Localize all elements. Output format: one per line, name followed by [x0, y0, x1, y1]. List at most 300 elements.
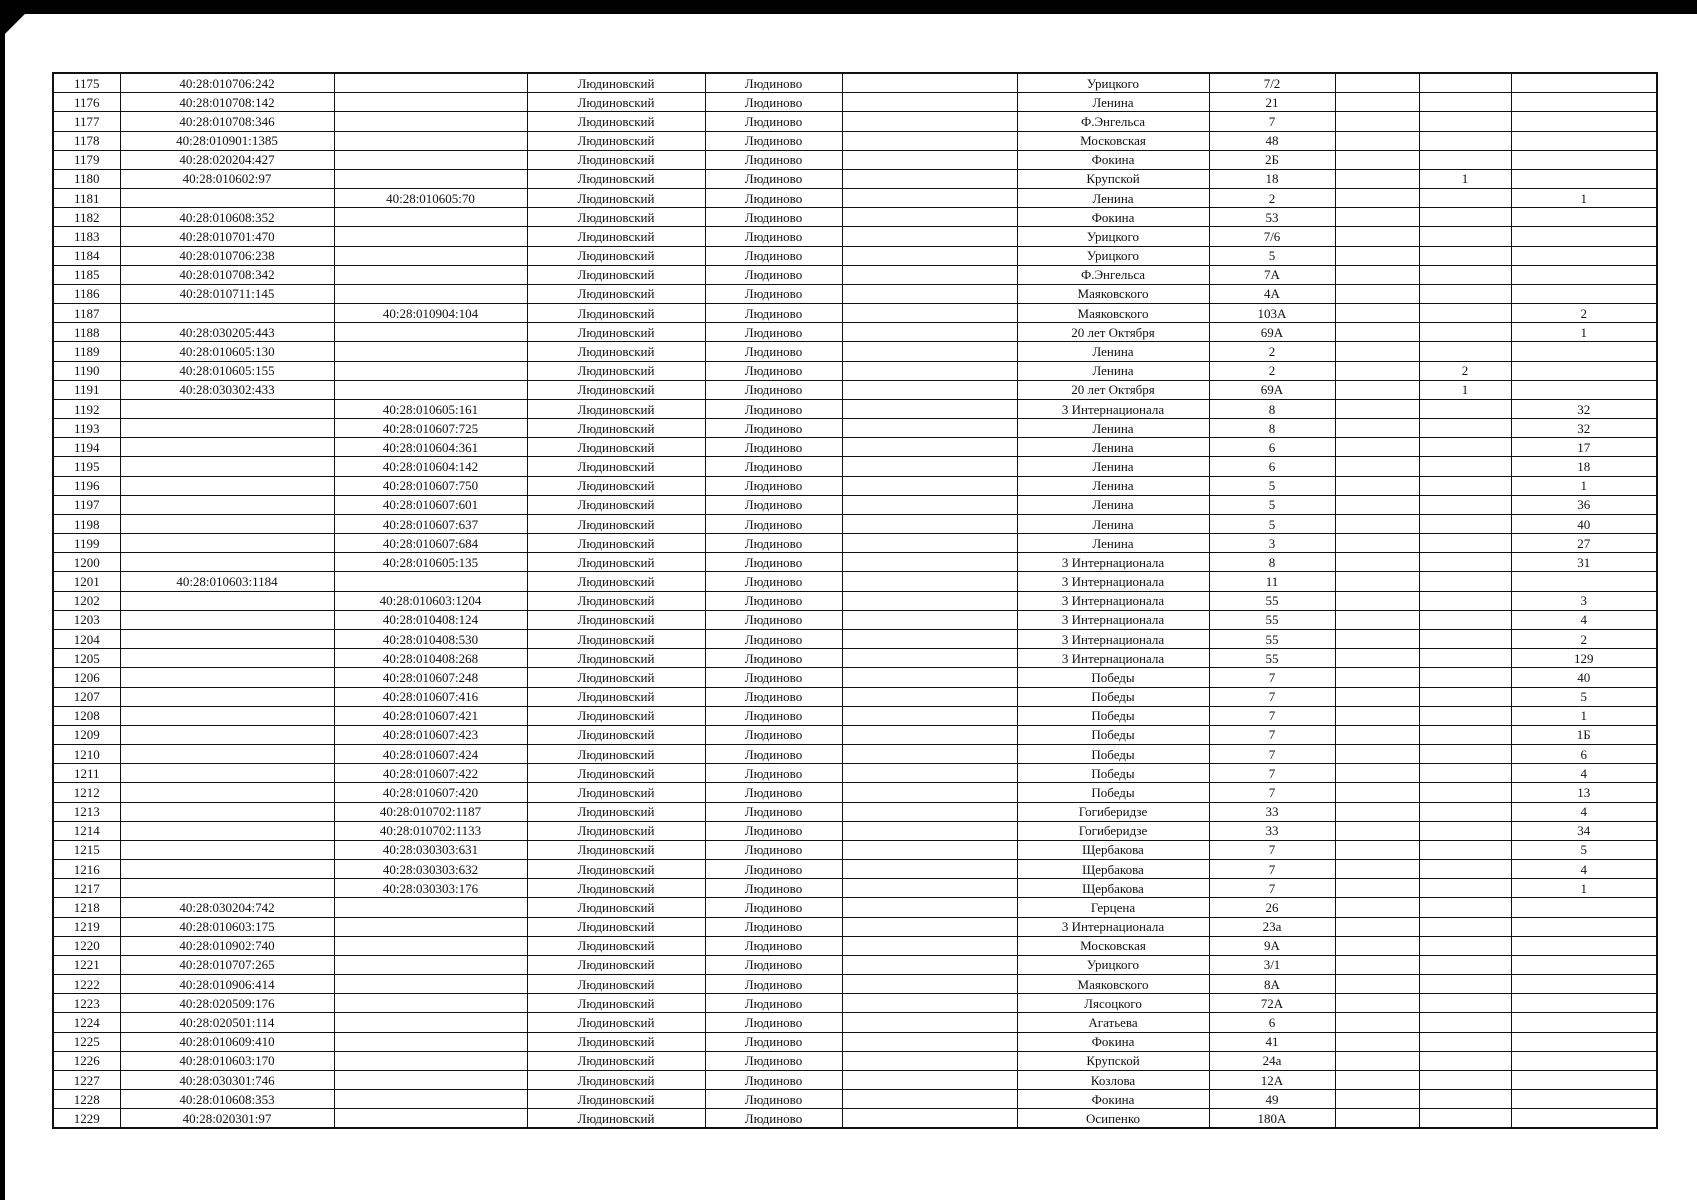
settlement-cell [842, 208, 1017, 227]
premises-cadastral-number-cell: 40:28:010604:142 [334, 457, 527, 476]
cadastral-number-cell [120, 802, 334, 821]
table-row [53, 898, 1657, 917]
cadastral-number-cell [120, 553, 334, 572]
table-row [53, 1013, 1657, 1032]
street-cell: Урицкого [1017, 73, 1209, 93]
cadastral-number-cell [120, 745, 334, 764]
cadastral-number-cell [120, 304, 334, 323]
cadastral-number-cell: 40:28:030301:746 [120, 1070, 334, 1089]
apartment-cell: 1 [1511, 706, 1657, 725]
house-number-cell: 2 [1209, 361, 1335, 380]
building-cell [1335, 917, 1419, 936]
house-number-cell: 2Б [1209, 150, 1335, 169]
town-cell: Людиново [705, 936, 842, 955]
premises-cadastral-number-cell [334, 284, 527, 303]
table-body [53, 73, 1657, 1128]
structure-cell [1419, 553, 1511, 572]
street-cell: Победы [1017, 687, 1209, 706]
row-number-cell: 1202 [53, 591, 120, 610]
settlement-cell [842, 860, 1017, 879]
town-cell: Людиново [705, 419, 842, 438]
row-number-cell: 1192 [53, 399, 120, 418]
scan-corner-shadow [0, 0, 30, 40]
house-number-cell: 2 [1209, 189, 1335, 208]
settlement-cell [842, 227, 1017, 246]
street-cell: Урицкого [1017, 955, 1209, 974]
house-number-cell: 6 [1209, 438, 1335, 457]
house-number-cell: 5 [1209, 495, 1335, 514]
table-row [53, 112, 1657, 131]
street-cell: Осипенко [1017, 1109, 1209, 1129]
premises-cadastral-number-cell [334, 1070, 527, 1089]
premises-cadastral-number-cell [334, 169, 527, 188]
premises-cadastral-number-cell: 40:28:010607:684 [334, 534, 527, 553]
table-row [53, 150, 1657, 169]
house-number-cell: 11 [1209, 572, 1335, 591]
building-cell [1335, 745, 1419, 764]
building-cell [1335, 706, 1419, 725]
table-row [53, 342, 1657, 361]
building-cell [1335, 189, 1419, 208]
cadastral-number-cell: 40:28:010603:1184 [120, 572, 334, 591]
district-cell: Людиновский [527, 706, 705, 725]
table-row [53, 591, 1657, 610]
premises-cadastral-number-cell: 40:28:010605:135 [334, 553, 527, 572]
town-cell: Людиново [705, 476, 842, 495]
house-number-cell: 33 [1209, 821, 1335, 840]
apartment-cell: 40 [1511, 514, 1657, 533]
apartment-cell [1511, 994, 1657, 1013]
street-cell: Московская [1017, 131, 1209, 150]
apartment-cell: 1 [1511, 879, 1657, 898]
row-number-cell: 1228 [53, 1090, 120, 1109]
table-row [53, 189, 1657, 208]
apartment-cell [1511, 342, 1657, 361]
premises-cadastral-number-cell [334, 265, 527, 284]
apartment-cell: 4 [1511, 764, 1657, 783]
structure-cell [1419, 994, 1511, 1013]
street-cell: Ленина [1017, 457, 1209, 476]
premises-cadastral-number-cell: 40:28:010607:601 [334, 495, 527, 514]
district-cell: Людиновский [527, 1070, 705, 1089]
structure-cell [1419, 419, 1511, 438]
town-cell: Людиново [705, 649, 842, 668]
cadastral-number-cell [120, 879, 334, 898]
apartment-cell: 32 [1511, 399, 1657, 418]
row-number-cell: 1179 [53, 150, 120, 169]
town-cell: Людиново [705, 687, 842, 706]
premises-cadastral-number-cell: 40:28:010904:104 [334, 304, 527, 323]
district-cell: Людиновский [527, 649, 705, 668]
building-cell [1335, 495, 1419, 514]
building-cell [1335, 1032, 1419, 1051]
house-number-cell: 7 [1209, 725, 1335, 744]
settlement-cell [842, 994, 1017, 1013]
town-cell: Людиново [705, 323, 842, 342]
district-cell: Людиновский [527, 93, 705, 112]
street-cell: Ленина [1017, 189, 1209, 208]
structure-cell [1419, 591, 1511, 610]
premises-cadastral-number-cell [334, 150, 527, 169]
building-cell [1335, 879, 1419, 898]
street-cell: Маяковского [1017, 284, 1209, 303]
district-cell: Людиновский [527, 591, 705, 610]
row-number-cell: 1229 [53, 1109, 120, 1129]
apartment-cell: 6 [1511, 745, 1657, 764]
premises-cadastral-number-cell: 40:28:010408:268 [334, 649, 527, 668]
settlement-cell [842, 189, 1017, 208]
cadastral-number-cell [120, 189, 334, 208]
apartment-cell: 27 [1511, 534, 1657, 553]
structure-cell [1419, 323, 1511, 342]
structure-cell: 2 [1419, 361, 1511, 380]
apartment-cell: 34 [1511, 821, 1657, 840]
house-number-cell: 7 [1209, 860, 1335, 879]
row-number-cell: 1181 [53, 189, 120, 208]
settlement-cell [842, 936, 1017, 955]
premises-cadastral-number-cell [334, 380, 527, 399]
cadastral-number-cell [120, 534, 334, 553]
building-cell [1335, 93, 1419, 112]
building-cell [1335, 265, 1419, 284]
row-number-cell: 1180 [53, 169, 120, 188]
town-cell: Людиново [705, 553, 842, 572]
structure-cell [1419, 610, 1511, 629]
district-cell: Людиновский [527, 1013, 705, 1032]
structure-cell [1419, 1070, 1511, 1089]
row-number-cell: 1198 [53, 514, 120, 533]
building-cell [1335, 342, 1419, 361]
structure-cell [1419, 150, 1511, 169]
row-number-cell: 1212 [53, 783, 120, 802]
structure-cell [1419, 821, 1511, 840]
street-cell: Ф.Энгельса [1017, 265, 1209, 284]
table-row [53, 93, 1657, 112]
row-number-cell: 1182 [53, 208, 120, 227]
street-cell: Гогиберидзе [1017, 802, 1209, 821]
district-cell: Людиновский [527, 610, 705, 629]
settlement-cell [842, 73, 1017, 93]
row-number-cell: 1190 [53, 361, 120, 380]
town-cell: Людиново [705, 361, 842, 380]
premises-cadastral-number-cell: 40:28:010702:1133 [334, 821, 527, 840]
row-number-cell: 1196 [53, 476, 120, 495]
town-cell: Людиново [705, 879, 842, 898]
street-cell: Победы [1017, 745, 1209, 764]
house-number-cell: 6 [1209, 457, 1335, 476]
street-cell: Щербакова [1017, 840, 1209, 859]
settlement-cell [842, 1109, 1017, 1129]
cadastral-number-cell: 40:28:030205:443 [120, 323, 334, 342]
district-cell: Людиновский [527, 514, 705, 533]
row-number-cell: 1223 [53, 994, 120, 1013]
building-cell [1335, 725, 1419, 744]
district-cell: Людиновский [527, 745, 705, 764]
building-cell [1335, 553, 1419, 572]
building-cell [1335, 284, 1419, 303]
street-cell: Ленина [1017, 495, 1209, 514]
table-row [53, 610, 1657, 629]
row-number-cell: 1199 [53, 534, 120, 553]
house-number-cell: 55 [1209, 649, 1335, 668]
row-number-cell: 1217 [53, 879, 120, 898]
street-cell: Гогиберидзе [1017, 821, 1209, 840]
house-number-cell: 5 [1209, 476, 1335, 495]
street-cell: 3 Интернационала [1017, 591, 1209, 610]
row-number-cell: 1207 [53, 687, 120, 706]
row-number-cell: 1206 [53, 668, 120, 687]
cadastral-number-cell [120, 419, 334, 438]
cadastral-number-cell: 40:28:020501:114 [120, 1013, 334, 1032]
building-cell [1335, 821, 1419, 840]
apartment-cell [1511, 955, 1657, 974]
building-cell [1335, 802, 1419, 821]
house-number-cell: 72А [1209, 994, 1335, 1013]
table-row [53, 534, 1657, 553]
street-cell: Маяковского [1017, 304, 1209, 323]
premises-cadastral-number-cell [334, 361, 527, 380]
building-cell [1335, 1070, 1419, 1089]
house-number-cell: 3 [1209, 534, 1335, 553]
row-number-cell: 1178 [53, 131, 120, 150]
district-cell: Людиновский [527, 399, 705, 418]
town-cell: Людиново [705, 898, 842, 917]
house-number-cell: 8А [1209, 975, 1335, 994]
district-cell: Людиновский [527, 284, 705, 303]
cadastral-number-cell: 40:28:010906:414 [120, 975, 334, 994]
settlement-cell [842, 572, 1017, 591]
structure-cell [1419, 668, 1511, 687]
town-cell: Людиново [705, 514, 842, 533]
town-cell: Людиново [705, 457, 842, 476]
structure-cell [1419, 284, 1511, 303]
table-row [53, 783, 1657, 802]
table-row [53, 457, 1657, 476]
table-row [53, 1109, 1657, 1129]
cadastral-number-cell [120, 495, 334, 514]
apartment-cell: 3 [1511, 591, 1657, 610]
building-cell [1335, 227, 1419, 246]
district-cell: Людиновский [527, 476, 705, 495]
row-number-cell: 1210 [53, 745, 120, 764]
town-cell: Людиново [705, 93, 842, 112]
settlement-cell [842, 591, 1017, 610]
premises-cadastral-number-cell [334, 1032, 527, 1051]
table-row [53, 73, 1657, 93]
settlement-cell [842, 553, 1017, 572]
town-cell: Людиново [705, 1090, 842, 1109]
structure-cell [1419, 725, 1511, 744]
table-row [53, 169, 1657, 188]
cadastral-number-cell [120, 706, 334, 725]
building-cell [1335, 514, 1419, 533]
district-cell: Людиновский [527, 802, 705, 821]
structure-cell [1419, 476, 1511, 495]
house-number-cell: 26 [1209, 898, 1335, 917]
building-cell [1335, 476, 1419, 495]
settlement-cell [842, 323, 1017, 342]
building-cell [1335, 610, 1419, 629]
district-cell: Людиновский [527, 955, 705, 974]
structure-cell [1419, 706, 1511, 725]
cadastral-number-cell [120, 668, 334, 687]
street-cell: Победы [1017, 668, 1209, 687]
apartment-cell [1511, 208, 1657, 227]
apartment-cell: 1Б [1511, 725, 1657, 744]
premises-cadastral-number-cell [334, 93, 527, 112]
house-number-cell: 48 [1209, 131, 1335, 150]
town-cell: Людиново [705, 1051, 842, 1070]
premises-cadastral-number-cell [334, 975, 527, 994]
structure-cell [1419, 860, 1511, 879]
building-cell [1335, 246, 1419, 265]
cadastral-number-cell [120, 399, 334, 418]
structure-cell [1419, 1109, 1511, 1129]
row-number-cell: 1186 [53, 284, 120, 303]
building-cell [1335, 764, 1419, 783]
cadastral-number-cell: 40:28:010708:142 [120, 93, 334, 112]
building-cell [1335, 783, 1419, 802]
cadastral-number-cell: 40:28:010901:1385 [120, 131, 334, 150]
settlement-cell [842, 687, 1017, 706]
cadastral-number-cell: 40:28:010609:410 [120, 1032, 334, 1051]
table-row [53, 323, 1657, 342]
table-row [53, 802, 1657, 821]
row-number-cell: 1197 [53, 495, 120, 514]
structure-cell [1419, 898, 1511, 917]
town-cell: Людиново [705, 150, 842, 169]
property-registry-table [52, 72, 1658, 1129]
row-number-cell: 1215 [53, 840, 120, 859]
settlement-cell [842, 361, 1017, 380]
district-cell: Людиновский [527, 821, 705, 840]
cadastral-number-cell [120, 725, 334, 744]
structure-cell [1419, 265, 1511, 284]
row-number-cell: 1193 [53, 419, 120, 438]
house-number-cell: 55 [1209, 591, 1335, 610]
house-number-cell: 7А [1209, 265, 1335, 284]
cadastral-number-cell: 40:28:010707:265 [120, 955, 334, 974]
structure-cell [1419, 649, 1511, 668]
town-cell: Людиново [705, 227, 842, 246]
town-cell: Людиново [705, 764, 842, 783]
settlement-cell [842, 840, 1017, 859]
settlement-cell [842, 169, 1017, 188]
table-row [53, 936, 1657, 955]
premises-cadastral-number-cell [334, 246, 527, 265]
row-number-cell: 1216 [53, 860, 120, 879]
cadastral-number-cell: 40:28:010602:97 [120, 169, 334, 188]
apartment-cell: 1 [1511, 323, 1657, 342]
cadastral-number-cell: 40:28:010706:242 [120, 73, 334, 93]
table-row [53, 975, 1657, 994]
cadastral-number-cell [120, 783, 334, 802]
settlement-cell [842, 725, 1017, 744]
apartment-cell [1511, 1013, 1657, 1032]
row-number-cell: 1221 [53, 955, 120, 974]
cadastral-number-cell [120, 687, 334, 706]
building-cell [1335, 323, 1419, 342]
house-number-cell: 180А [1209, 1109, 1335, 1129]
settlement-cell [842, 534, 1017, 553]
premises-cadastral-number-cell [334, 1090, 527, 1109]
town-cell: Людиново [705, 745, 842, 764]
street-cell: Ленина [1017, 476, 1209, 495]
settlement-cell [842, 495, 1017, 514]
row-number-cell: 1189 [53, 342, 120, 361]
building-cell [1335, 361, 1419, 380]
building-cell [1335, 994, 1419, 1013]
house-number-cell: 7 [1209, 783, 1335, 802]
apartment-cell [1511, 1109, 1657, 1129]
town-cell: Людиново [705, 706, 842, 725]
scan-edge-left [0, 0, 5, 1200]
settlement-cell [842, 246, 1017, 265]
building-cell [1335, 399, 1419, 418]
structure-cell [1419, 687, 1511, 706]
cadastral-number-cell: 40:28:010605:130 [120, 342, 334, 361]
cadastral-number-cell [120, 476, 334, 495]
settlement-cell [842, 131, 1017, 150]
settlement-cell [842, 265, 1017, 284]
town-cell: Людиново [705, 399, 842, 418]
apartment-cell: 4 [1511, 802, 1657, 821]
town-cell: Людиново [705, 131, 842, 150]
settlement-cell [842, 783, 1017, 802]
row-number-cell: 1177 [53, 112, 120, 131]
district-cell: Людиновский [527, 112, 705, 131]
house-number-cell: 24а [1209, 1051, 1335, 1070]
building-cell [1335, 687, 1419, 706]
building-cell [1335, 112, 1419, 131]
apartment-cell: 4 [1511, 860, 1657, 879]
district-cell: Людиновский [527, 1051, 705, 1070]
town-cell: Людиново [705, 169, 842, 188]
row-number-cell: 1222 [53, 975, 120, 994]
premises-cadastral-number-cell: 40:28:030303:632 [334, 860, 527, 879]
street-cell: 3 Интернационала [1017, 629, 1209, 648]
settlement-cell [842, 879, 1017, 898]
apartment-cell [1511, 1090, 1657, 1109]
apartment-cell [1511, 1070, 1657, 1089]
table-row [53, 687, 1657, 706]
building-cell [1335, 860, 1419, 879]
settlement-cell [842, 898, 1017, 917]
house-number-cell: 8 [1209, 419, 1335, 438]
row-number-cell: 1191 [53, 380, 120, 399]
structure-cell [1419, 745, 1511, 764]
house-number-cell: 7 [1209, 668, 1335, 687]
apartment-cell [1511, 150, 1657, 169]
premises-cadastral-number-cell: 40:28:010607:416 [334, 687, 527, 706]
apartment-cell [1511, 227, 1657, 246]
town-cell: Людиново [705, 189, 842, 208]
street-cell: Фокина [1017, 1032, 1209, 1051]
district-cell: Людиновский [527, 227, 705, 246]
town-cell: Людиново [705, 342, 842, 361]
house-number-cell: 7 [1209, 764, 1335, 783]
settlement-cell [842, 380, 1017, 399]
apartment-cell [1511, 284, 1657, 303]
building-cell [1335, 936, 1419, 955]
structure-cell [1419, 936, 1511, 955]
settlement-cell [842, 706, 1017, 725]
settlement-cell [842, 764, 1017, 783]
building-cell [1335, 1013, 1419, 1032]
structure-cell [1419, 1032, 1511, 1051]
settlement-cell [842, 476, 1017, 495]
street-cell: Лясоцкого [1017, 994, 1209, 1013]
